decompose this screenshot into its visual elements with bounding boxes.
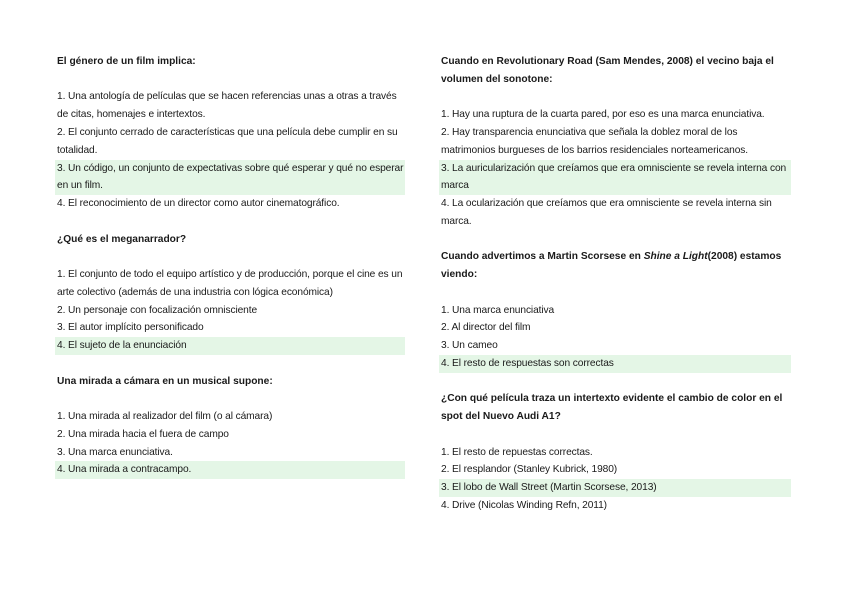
question-genre (57, 53, 405, 213)
option-item-correct: 3. Un código, un conjunto de expectativas sobre qué esperar y qué no esperar en un film. (55, 160, 405, 196)
question-shine-a-light (441, 248, 791, 372)
option-item: 3. Un cameo (441, 340, 498, 352)
question-meganarrador (57, 231, 405, 355)
option-list (441, 106, 791, 231)
option-list (57, 88, 405, 213)
question-title: ¿Qué es el meganarrador? (57, 233, 187, 245)
option-list (57, 408, 405, 479)
question-title: El género de un film implica: (57, 56, 196, 67)
option-item: 2. Al director del film (441, 322, 531, 334)
option-item-correct: 4. Una mirada a contracampo. (55, 461, 405, 479)
left-column (57, 53, 405, 497)
option-item: 3. El autor implícito personificado (57, 322, 204, 334)
question-revolutionary-road (441, 53, 791, 231)
option-list (441, 444, 791, 515)
option-list (441, 302, 791, 373)
option-item: 4. La ocularización que creíamos que era omnisciente se revela interna sin marca. (441, 198, 772, 227)
question-title: Cuando en Revolutionary Road (Sam Mendes, 2008) el vecino baja el volumen del sonotone: (441, 56, 774, 85)
option-item: 1. El resto de repuestas correctas. (441, 446, 593, 458)
right-column (441, 53, 791, 532)
film-title-italic: Shine a Light (643, 251, 708, 263)
option-item: 2. Hay transparencia enunciativa que señala la doblez moral de los matrimonios burgueses de los barrios residenciales norteamericanos. (441, 126, 748, 156)
question-mirada-camara (57, 373, 405, 480)
option-item-correct: 3. El lobo de Wall Street (Martin Scorsese, 2013) (439, 479, 791, 497)
question-audi-a1 (441, 390, 791, 514)
option-item: 1. El conjunto de todo el equipo artístico y de producción, porque el cine es un arte colectivo (además de una industria con lógica económica) (57, 268, 403, 298)
option-item: 2. El resplandor (Stanley Kubrick, 1980) (441, 464, 618, 476)
option-item-correct: 4. El resto de respuestas son correctas (439, 355, 791, 373)
option-item: 3. Una marca enunciativa. (57, 446, 173, 458)
option-item: 4. Drive (Nicolas Winding Refn, 2011) (441, 499, 607, 511)
option-item: 4. El reconocimiento de un director como autor cinematográfico. (57, 198, 340, 210)
option-item: 2. Una mirada hacia el fuera de campo (57, 428, 229, 440)
option-item: 2. Un personaje con focalización omnisciente (57, 304, 258, 316)
option-item-correct: 4. El sujeto de la enunciación (55, 337, 405, 355)
option-item: 1. Una antología de películas que se hacen referencias unas a otras a través de citas, homenajes e intertextos. (57, 91, 397, 121)
title-part: Cuando advertimos a Martin Scorsese en (441, 251, 644, 263)
option-item-correct: 3. La auricularización que creíamos que era omnisciente se revela interna con marca (439, 160, 791, 196)
option-item: 1. Una marca enunciativa (441, 304, 555, 316)
question-title: Una mirada a cámara en un musical supone: (57, 375, 273, 387)
option-item: 2. El conjunto cerrado de características que una película debe cumplir en su totalidad. (57, 126, 398, 156)
option-item: 1. Una mirada al realizador del film (o al cámara) (57, 410, 273, 422)
question-title: ¿Con qué película traza un intertexto evidente el cambio de color en el spot del Nuevo Audi A1? (441, 393, 783, 423)
option-list (57, 266, 405, 355)
option-item: 1. Hay una ruptura de la cuarta pared, por eso es una marca enunciativa. (441, 109, 765, 121)
title-part: (2008) estamos viendo: (441, 251, 782, 281)
question-title (441, 248, 791, 284)
